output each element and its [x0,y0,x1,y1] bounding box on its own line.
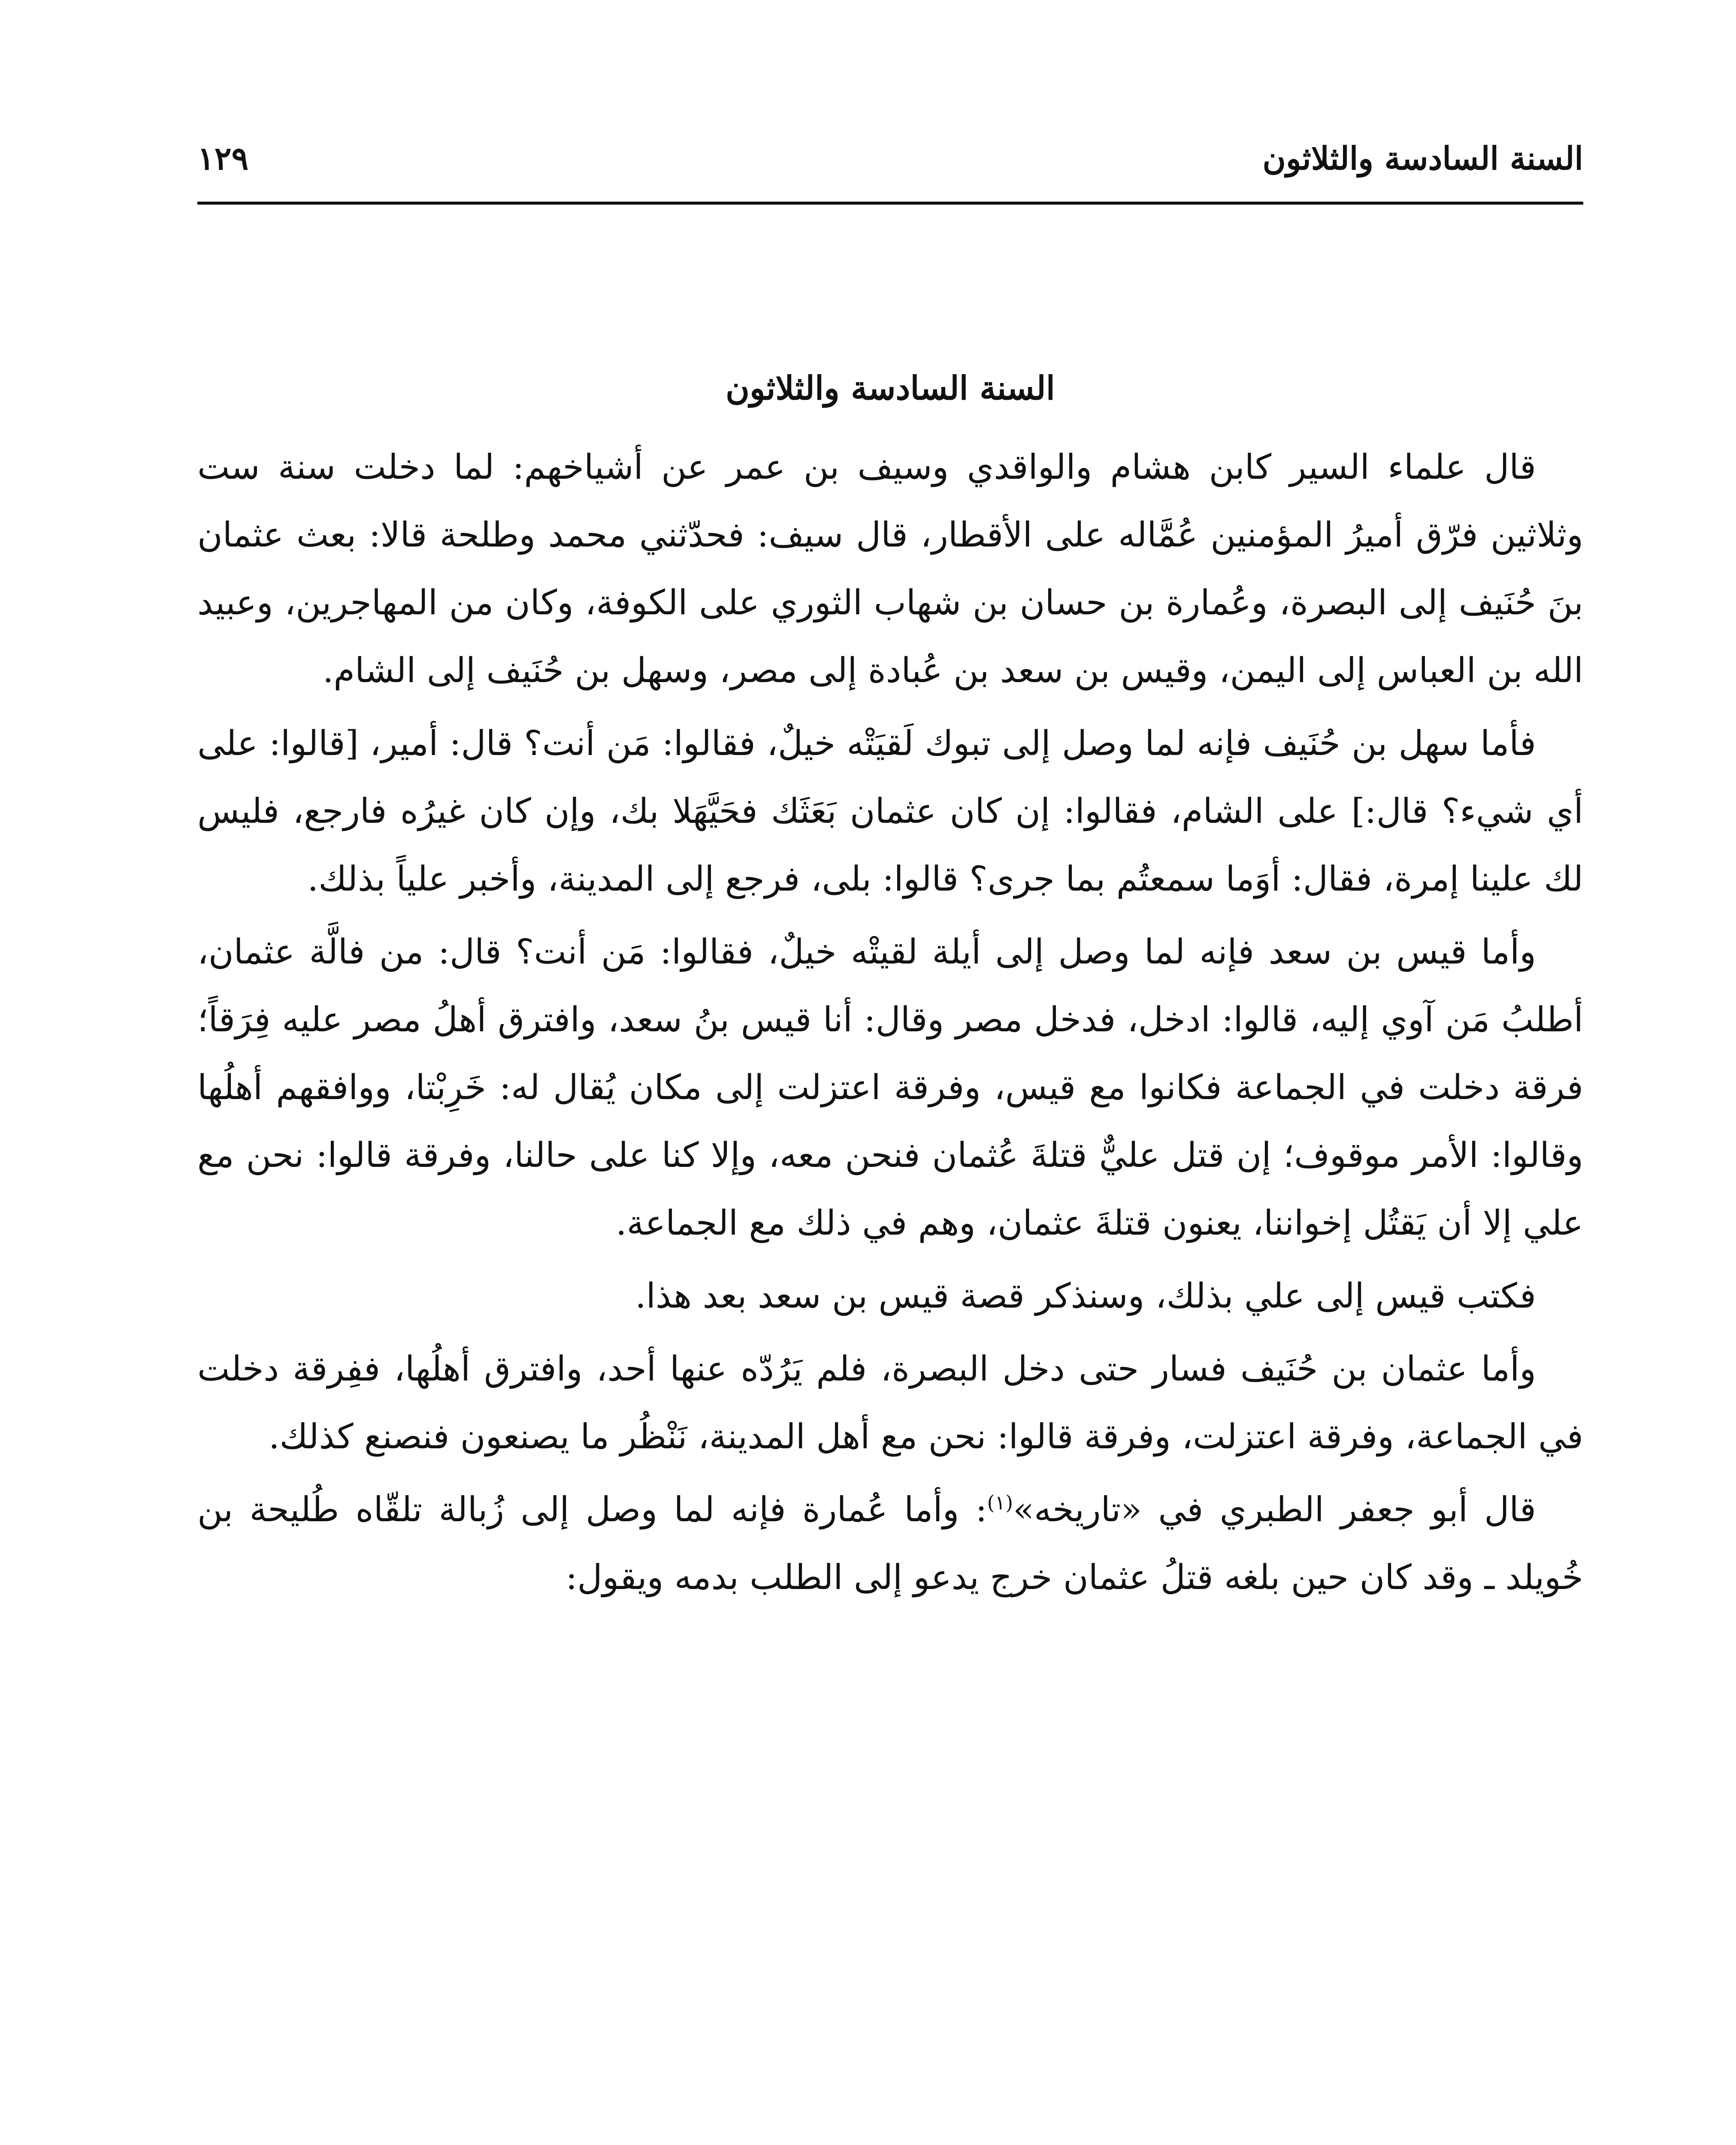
paragraph-6-rest: : وأما عُمارة فإنه لما وصل إلى زُبالة تلقّاه طُليحة بن خُويلد ـ وقد كان حين بلغه قتلُ عثمان خرج يدعو إلى الطلب بدمه ويقول: [197,1489,1583,1597]
paragraph-1: قال علماء السير كابن هشام والواقدي وسيف بن عمر عن أشياخهم: لما دخلت سنة ست وثلاثين فرّق أميرُ المؤمنين عُمَّاله على الأقطار، قال سيف: فحدّثني محمد وطلحة قالا: بعث عثمان بنَ حُنَيف إلى البصرة، وعُمارة بن حسان بن شهاب الثوري على الكوفة، وكان من المهاجرين، وعبيد الله بن العباس إلى اليمن، وقيس بن سعد بن عُبادة إلى مصر، وسهل بن حُنَيف إلى الشام. [197,447,1583,690]
paragraph-5: وأما عثمان بن حُنَيف فسار حتى دخل البصرة، فلم يَرُدّه عنها أحد، وافترق أهلُها، ففِرقة دخلت في الجماعة، وفرقة اعتزلت، وفرقة قالوا: نحن مع أهل المدينة، نَنْظُر ما يصنعون فنصنع كذلك. [197,1349,1583,1456]
main-text [197,360,1583,1616]
footnote-reference-1: (١) [987,1491,1013,1514]
paragraph-2: فأما سهل بن حُنَيف فإنه لما وصل إلى تبوك لَقيَتْه خيلٌ، فقالوا: مَن أنت؟ قال: أمير، [قالوا: على أي شيء؟ قال:] على الشام، فقالوا: إن كان عثمان بَعَثَك فحَيَّهَلا بك، وإن كان غيرُه فارجع، فليس لك علينا إمرة، فقال: أوَما سمعتُم بما جرى؟ قالوا: بلى، فرجع إلى المدينة، وأخبر علياً بذلك. [197,723,1583,899]
running-title: السنة السادسة والثلاثون [1262,140,1583,177]
page-number: ١٢٩ [197,140,249,177]
paragraph-6 [197,1476,1583,1611]
running-header [197,129,1583,184]
section-title: السنة السادسة والثلاثون [726,369,1055,407]
paragraph-4: فكتب قيس إلى علي بذلك، وسنذكر قصة قيس بن سعد بعد هذا. [635,1276,1536,1316]
header-rule [197,202,1583,205]
paragraph-3: وأما قيس بن سعد فإنه لما وصل إلى أيلة لقيتْه خيلٌ، فقالوا: مَن أنت؟ قال: من فالَّة عثمان، أطلبُ مَن آوي إليه، قالوا: ادخل، فدخل مصر وقال: أنا قيس بنُ سعد، وافترق أهلُ مصر عليه فِرَقاً؛ فرقة دخلت في الجماعة فكانوا مع قيس، وفرقة اعتزلت إلى مكان يُقال له: خَرِبْتا، ووافقهم أهلُها وقالوا: الأمر موقوف؛ إن قتل عليٌّ قتلةَ عُثمان فنحن معه، وإلا كنا على حالنا، وفرقة قالوا: نحن مع علي إلا أن يَقتُل إخواننا، يعنون قتلةَ عثمان، وهم في ذلك مع الجماعة. [197,932,1583,1243]
paragraph-6-start: قال أبو جعفر الطبري في «تاريخه» [1013,1489,1536,1529]
